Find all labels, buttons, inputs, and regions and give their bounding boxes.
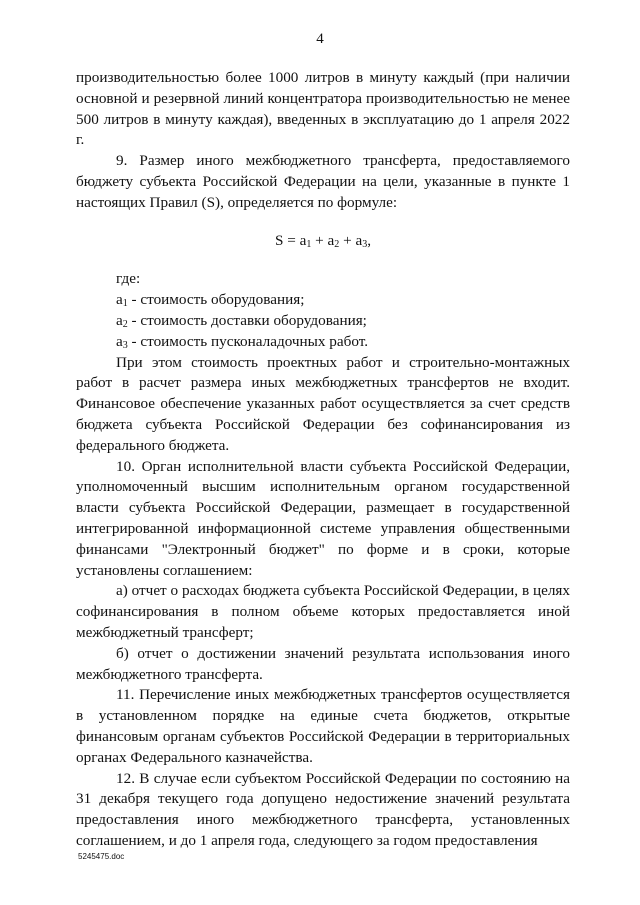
document-body — [76, 68, 570, 852]
def-sub: 3 — [122, 339, 128, 351]
paragraph-10b: б) отчет о достижении значений результата использования иного межбюджетного трансферта. — [76, 644, 570, 683]
definition-list — [116, 290, 570, 352]
def-var: a — [116, 291, 123, 309]
paragraph-9: 9. Размер иного межбюджетного трансферта, предоставляемого бюджету субъекта Российской Федерации на цели, указанные в пункте 1 настоящих Правил (S), определяется по формуле: — [76, 152, 570, 211]
def-var: a — [116, 311, 123, 329]
definition-item — [116, 332, 570, 353]
paragraph-11: 11. Перечисление иных межбюджетных трансфертов осуществляется в установленном порядке на единые счета бюджетов, открытые финансовым органам субъектов Российской Федерации в территориальных органах Федерального казначейства. — [76, 686, 570, 766]
def-var: a — [116, 332, 123, 350]
page-number: 4 — [316, 31, 324, 47]
paragraph-costs: При этом стоимость проектных работ и строительно-монтажных работ в расчет размера иных межбюджетных трансфертов не входит. Финансовое обеспечение указанных работ осуществляется за счет средств бюджета субъекта Российской Федерации без софинансирования из федерального бюджета. — [76, 353, 570, 454]
def-sub: 1 — [122, 298, 128, 310]
definition-item — [116, 311, 570, 332]
def-sub: 2 — [122, 318, 128, 330]
paragraph-10a: а) отчет о расходах бюджета субъекта Российской Федерации, в целях софинансирования в полном объеме которых предоставляется иной межбюджетный трансферт; — [76, 582, 570, 641]
formula-sub-2: 2 — [334, 238, 340, 250]
formula-sub-3: 3 — [362, 238, 368, 250]
paragraph-12: 12. В случае если субъектом Российской Федерации по состоянию на 31 декабря текущего года допущено недостижение значений результата предоставления иного межбюджетного трансферта, установленных соглашением, и до 1 апреля года, следующего за годом предоставления — [76, 769, 570, 849]
where-label: где: — [116, 270, 141, 288]
formula-plus-2: + a — [339, 231, 363, 249]
definition-item — [116, 290, 570, 311]
formula-end: , — [367, 231, 371, 249]
formula-plus-1: + a — [311, 231, 335, 249]
def-text: - стоимость доставки оборудования; — [127, 311, 367, 329]
def-text: - стоимость оборудования; — [127, 291, 305, 309]
formula-sub-1: 1 — [306, 238, 312, 250]
paragraph-continuation: производительностью более 1000 литров в минуту каждый (при наличии основной и резервной линий концентратора производительностью не менее 500 литров в минуту каждая), введенных в эксплуатацию до 1 апреля 2022 г. — [76, 69, 570, 149]
def-text: - стоимость пусконаладочных работ. — [127, 332, 369, 350]
footer-filename: 5245475.doc — [78, 852, 125, 861]
formula — [76, 231, 570, 252]
formula-lhs: S = a — [275, 231, 307, 249]
paragraph-10: 10. Орган исполнительной власти субъекта Российской Федерации, уполномоченный высшим исполнительным органом государственной власти субъекта Российской Федерации, размещает в государственной интегрированной информационной системе управления общественными финансами "Электронный бюджет" по форме и в сроки, которые установлены соглашением: — [76, 457, 570, 579]
